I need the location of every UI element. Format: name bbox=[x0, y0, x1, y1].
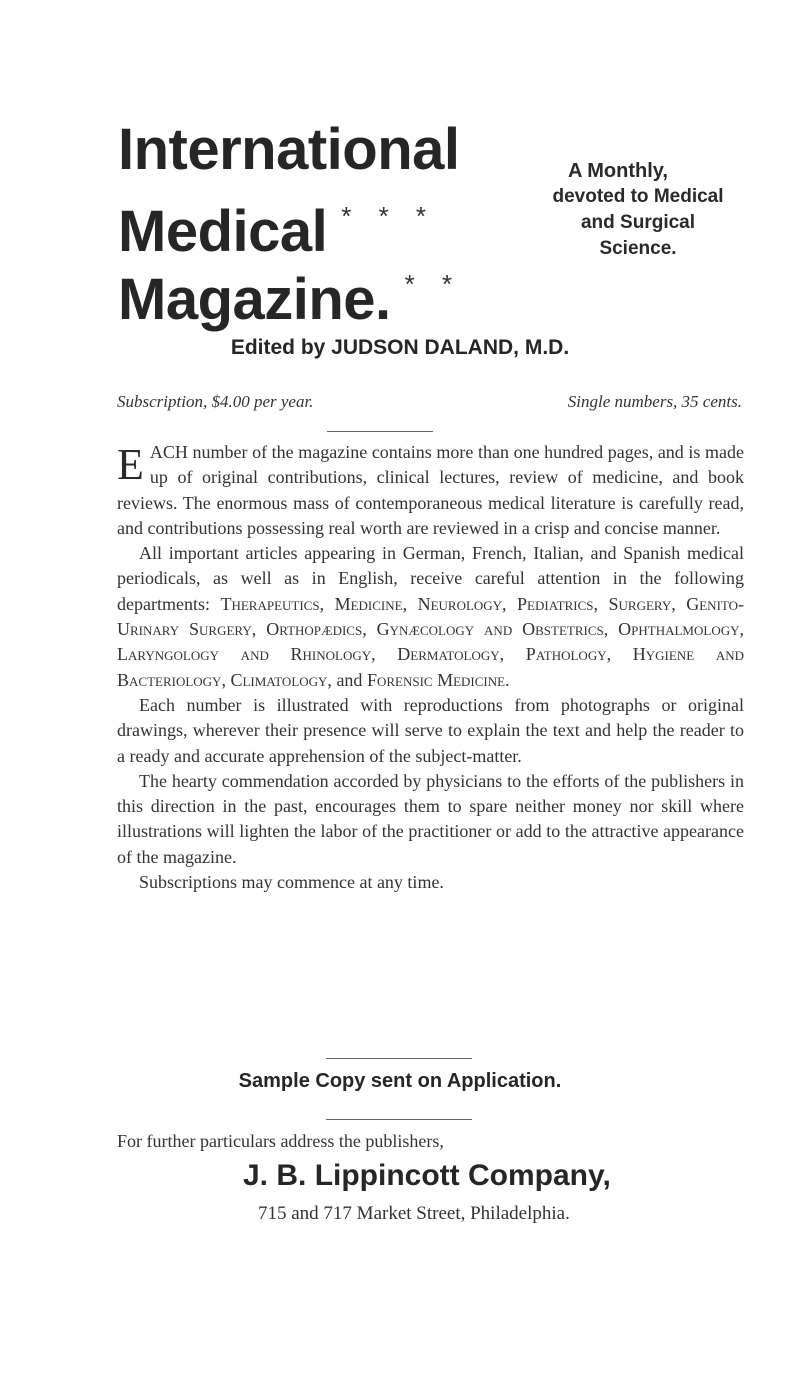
paragraph-illustrations: Each number is illustrated with reproductions from photographs or original drawings, wherever their presence will serve to explain the text and help the reader to a ready and accurate apprehension of the subject-matter. bbox=[117, 694, 744, 766]
tagline-line-2: devoted to Medical bbox=[552, 186, 724, 207]
divider-rule bbox=[326, 1058, 472, 1059]
drop-cap: E bbox=[117, 440, 144, 489]
divider-rule bbox=[326, 1119, 472, 1120]
masthead-word-magazine: Magazine. bbox=[118, 267, 391, 332]
asterism-ornament: * * bbox=[404, 269, 463, 299]
further-particulars: For further particulars address the publishers, bbox=[117, 1131, 444, 1151]
paragraph-commendation: The hearty commendation accorded by physicians to the efforts of the publishers in this direction in the past, encourages them to spare neither money nor skill where illustrations will lighten the labor of the practitioner or add to the attractive appearance of the magazine. bbox=[117, 770, 744, 867]
editor-credit: Edited by JUDSON DALAND, M.D. bbox=[230, 336, 570, 359]
single-number-price: Single numbers, 35 cents. bbox=[567, 392, 742, 411]
asterism-ornament: * * * bbox=[341, 201, 437, 231]
tagline-line-3: and Surgical bbox=[580, 212, 696, 233]
masthead-title-line-3 bbox=[118, 252, 462, 332]
subscription-price: Subscription, $4.00 per year. bbox=[117, 392, 314, 411]
tagline-line-1: A Monthly, bbox=[568, 160, 668, 182]
divider-rule bbox=[327, 431, 433, 432]
publisher-address: 715 and 717 Market Street, Philadelphia. bbox=[258, 1203, 570, 1224]
paragraph-intro bbox=[117, 440, 744, 541]
paragraph-departments bbox=[117, 541, 744, 693]
masthead-title-line-1 bbox=[118, 118, 460, 182]
masthead-word-medical: Medical bbox=[118, 199, 328, 264]
tagline-line-4: Science. bbox=[599, 238, 677, 259]
publisher-name: J. B. Lippincott Company, bbox=[243, 1159, 611, 1192]
paragraph-intro-text: ACH number of the magazine contains more than one hundred pages, and is made up of original contributions, clinical lectures, review of medicine, and book reviews. The enormous mass of contemporaneous medical literature is carefully read, and contributions possessing real worth are reviewed in a crisp and concise manner. bbox=[117, 442, 744, 538]
departments-last: Forensic Medicine. bbox=[366, 669, 510, 690]
body-text bbox=[117, 440, 744, 895]
departments-list: Therapeutics, Medicine, Neurology, Pediatrics, Surgery, Genito-Urinary Surgery, Orthopædics, Gynæcology and Obstetrics, Ophthalmology, Laryngology and Rhinology, Dermatology, Pathology, Hygiene and Bacteriology, Climatology, bbox=[117, 593, 744, 690]
departments-and: and bbox=[331, 669, 367, 690]
departments-lead: All important articles appearing in German, French, Italian, and Spanish medical periodicals, as well as in English, receive careful attention in the following departments: bbox=[117, 543, 744, 614]
sample-copy-notice: Sample Copy sent on Application. bbox=[238, 1070, 562, 1092]
tagline bbox=[498, 158, 778, 262]
paragraph-subscriptions: Subscriptions may commence at any time. bbox=[139, 872, 444, 893]
masthead-word-international: International bbox=[118, 117, 460, 182]
